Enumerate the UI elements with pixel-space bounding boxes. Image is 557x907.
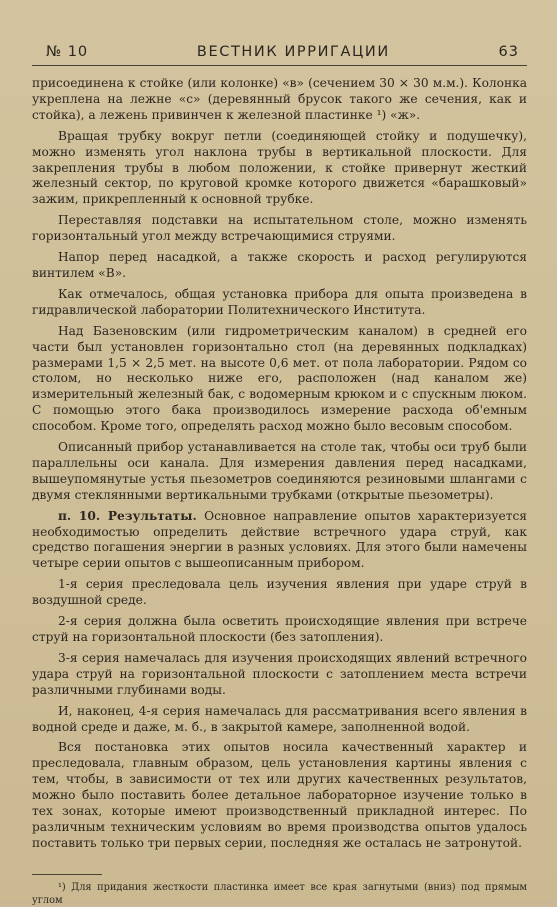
paragraph-continuation: присоединена к стойке (или колонке) «в» (сечением 30 × 30 м.м.). Колонка укреплена на лежне «с» (деревянный брусок такого же сечения, как и стойка), а лежень привинчен к железной пластинке ¹) «ж». — [32, 76, 527, 122]
footnote: ¹) Для придания жесткости пластинка имеет все края загнутыми (вниз) под прямым углом — [32, 881, 527, 906]
paragraph-series-3: 3-я серия намечалась для изучения происходящих явлений встречного удара струй на горизонтальной плоскости с затоплением места встречи различными глубинами воды. — [32, 650, 527, 697]
page-number: 63 — [498, 44, 519, 60]
paragraph-supports: Переставляя подставки на испытательном столе, можно изменять горизонтальный угол между встречающимися струями. — [32, 213, 527, 244]
footnote-divider — [32, 874, 102, 875]
article-body — [32, 76, 527, 907]
paragraph-series-4: И, наконец, 4-я серия намечалась для рассматривания всего явления в водной среде и даже, м. б., в закрытой камере, заполненной водой. — [32, 703, 527, 734]
paragraph-pressure: Напор перед насадкой, а также скорость и расход регулируются винтилем «В». — [32, 250, 527, 280]
page-header — [32, 44, 527, 66]
journal-title: ВЕСТНИК ИРРИГАЦИИ — [196, 44, 390, 60]
paragraph-series-2: 2-я серия должна была осветить происходящие явления при встрече струй на горизонтальной плоскости (без затопления). — [32, 614, 527, 644]
paragraph-results — [32, 509, 527, 573]
paragraph-rotation: Вращая трубку вокруг петли (соединяющей стойку и подушечку), можно изменять угол наклона трубы в вертикальной плоскости. Для закрепления трубы в любом положении, к стойке привернут жесткий железный сектор, по круговой кромке которого движется «барашковый» зажим, прикрепленный к основной трубке. — [32, 128, 527, 207]
results-text: Основное направление опытов характеризуется необходимостью определить действие встречного удара струй, как средство погашения энергии в разных условиях. Для этого были намечены четыре серии опытов с вышеописанным прибором. — [32, 508, 527, 571]
paragraph-installation: Как отмечалось, общая установка прибора для опыта произведена в гидравлической лаборатории Политехнического Института. — [32, 286, 527, 317]
issue-number: № 10 — [46, 44, 89, 60]
paragraph-table: Над Базеновским (или гидрометрическим каналом) в средней его части был установлен горизонтально стол (на деревянных подкладках) размерами 1,5 × 2,5 мет. на высоте 0,6 мет. от пола лаборатории. Рядом со столом, но несколько ниже его, расположен (над каналом же) измерительный железный бак, с водомерным крюком и с спускным люком. С помощью этого бака производилось измерение расхода об'емным способом. Кроме того, определять расход можно было весовым способом. — [32, 323, 527, 434]
paragraph-piezometers: Описанный прибор устанавливается на столе так, чтобы оси труб были параллельны оси канала. Для измерения давления перед насадками, вышеупомянутые устья пьезометров соединяются резиновыми шлангами с двумя стеклянными вертикальными трубками (открытые пьезометры). — [32, 440, 527, 502]
paragraph-summary: Вся постановка этих опытов носила качественный характер и преследовала, главным образом, цель установления картины явления с тем, чтобы, в зависимости от тех или других качественных результатов, можно было поставить более детальное лабораторное изучение только в тех зонах, которые имеют производственный прикладной интерес. По различным техническим условиям во время производства опытов удалось поставить только три первых серии, последняя же осталась не затронутой. — [32, 740, 527, 850]
section-heading: п. 10. Результаты. — [58, 508, 197, 523]
paragraph-series-1: 1-я серия преследовала цель изучения явления при ударе струй в воздушной среде. — [32, 577, 527, 608]
